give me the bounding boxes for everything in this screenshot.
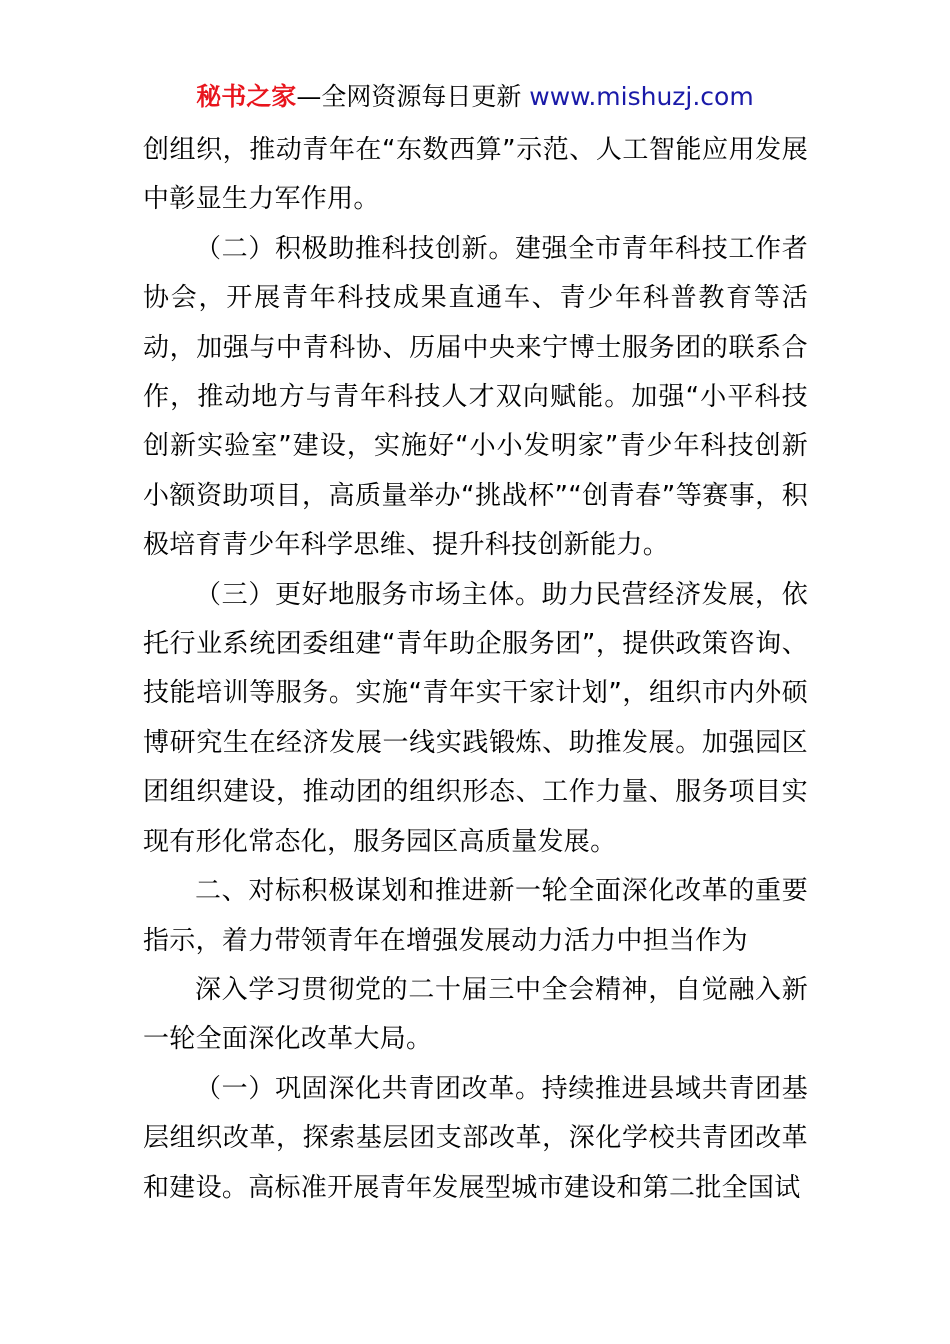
paragraph-market-service: （三）更好地服务市场主体。助力民营经济发展，依托行业系统团委组建“青年助企服务团”，提供政策咨询、技能培训等服务。实施“青年实干家计划”，组织市内外硕博研究生在经济发展一线实践锻炼、助推发展。加强园区团组织建设，推动团的组织形态、工作力量、服务项目实现有形化常态化，服务园区高质量发展。	[143, 579, 808, 857]
paragraph-league-reform: （一）巩固深化共青团改革。持续推进县域共青团基层组织改革，探索基层团支部改革，深化学校共青团改革和建设。高标准开展青年发展型城市建设和第二批全国试	[143, 1073, 808, 1203]
document-body	[143, 126, 808, 1213]
site-url[interactable]: www.mishuzj.com	[529, 82, 754, 111]
site-brand: 秘书之家	[196, 82, 297, 111]
paragraph-continuation: 创组织，推动青年在“东数西算”示范、人工智能应用发展中彰显生力军作用。	[143, 135, 808, 215]
paragraph-reform-intro: 深入学习贯彻党的二十届三中全会精神，自觉融入新一轮全面深化改革大局。	[143, 974, 808, 1055]
page-header	[0, 80, 950, 114]
paragraph-tech-innovation: （二）积极助推科技创新。建强全市青年科技工作者协会，开展青年科技成果直通车、青少年科普教育等活动，加强与中青科协、历届中央来宁博士服务团的联系合作，推动地方与青年科技人才双向赋能。加强“小平科技创新实验室”建设，实施好“小小发明家”青少年科技创新小额资助项目，高质量举办“挑战杯”“创青春”等赛事，积极培育青少年科学思维、提升科技创新能力。	[143, 233, 808, 561]
site-tagline: —全网资源每日更新	[296, 82, 522, 111]
section-heading-two: 二、对标积极谋划和推进新一轮全面深化改革的重要指示，着力带领青年在增强发展动力活力中担当作为	[143, 876, 808, 956]
